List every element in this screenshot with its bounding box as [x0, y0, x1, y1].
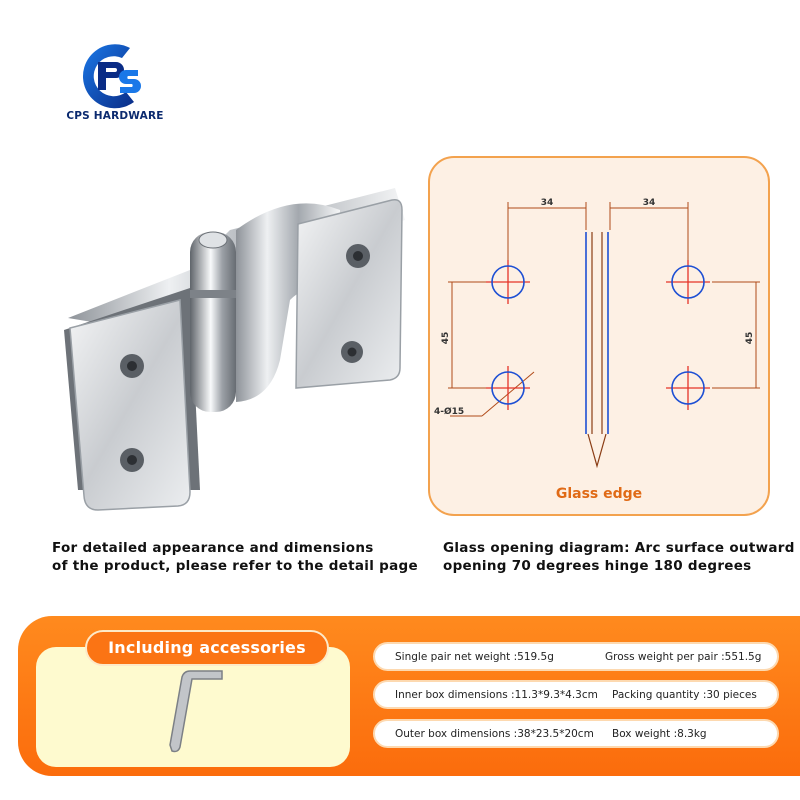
gross-weight: Gross weight per pair :551.5g	[605, 651, 762, 663]
caption-line: For detailed appearance and dimensions	[52, 540, 374, 556]
dim-right-side: 45	[745, 331, 755, 345]
dim-left-top: 34	[540, 198, 554, 208]
brand-logo	[60, 40, 170, 130]
dim-right-top: 34	[642, 198, 656, 208]
product-caption	[52, 539, 418, 575]
spec-row	[373, 719, 779, 748]
caption-line: of the product, please refer to the detail page	[52, 558, 418, 574]
inner-box-dimensions: Inner box dimensions :11.3*9.3*4.3cm	[395, 689, 598, 701]
hole-label: 4-Ø15	[434, 407, 465, 417]
brand-name: CPS HARDWARE	[66, 110, 164, 122]
diagram-caption	[443, 539, 795, 575]
packing-quantity: Packing quantity :30 pieces	[612, 689, 757, 701]
allen-key-icon	[160, 665, 230, 755]
glass-edge-label: Glass edge	[555, 486, 643, 502]
dim-left-side: 45	[441, 331, 451, 345]
cps-logo-icon	[68, 40, 158, 112]
accessories-title: Including accessories	[85, 630, 329, 666]
box-weight: Box weight :8.3kg	[612, 728, 707, 740]
spec-row	[373, 680, 779, 709]
caption-line: Glass opening diagram: Arc surface outward	[443, 540, 795, 556]
hinge-product-image	[40, 170, 420, 520]
spec-row	[373, 642, 779, 671]
net-weight: Single pair net weight :519.5g	[395, 651, 554, 663]
glass-opening-diagram	[428, 156, 770, 516]
outer-box-dimensions: Outer box dimensions :38*23.5*20cm	[395, 728, 594, 740]
caption-line: opening 70 degrees hinge 180 degrees	[443, 558, 752, 574]
